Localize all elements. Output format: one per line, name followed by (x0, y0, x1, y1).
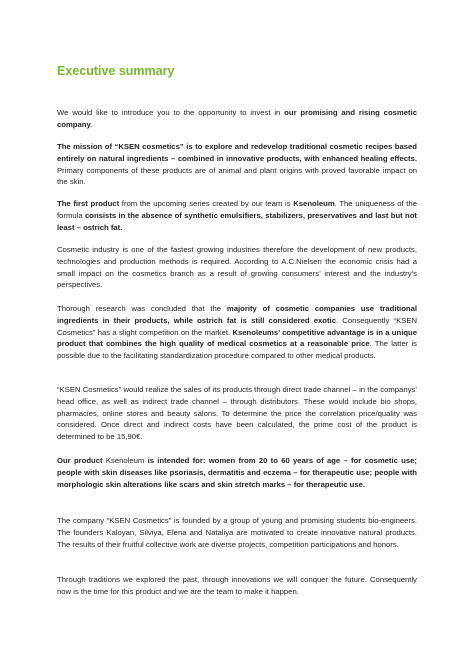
bold-text-run: consists in the absence of synthetic emulsifiers, stabilizers, preservatives and last but not least – ostrich fat. (57, 210, 417, 232)
bold-text-run: is intended for: women from 20 to 60 years of age – for cosmetic use; people with skin diseases like psoriasis, dermatitis and eczema – for therapeutic use; people with morphologic skin alterations like scars and skin stretch marks – for therapeutic use. (57, 456, 417, 489)
section-heading: Executive summary (57, 64, 175, 78)
text-run: . (90, 119, 93, 129)
text-run: . The latter is possible due to the facilitating standardization procedure compared to other medical products. (57, 339, 417, 361)
text-run: from the upcoming series created by our team is (119, 199, 294, 208)
bold-text-run: majority of cosmetic companies use traditional ingredients in their products, while ostrich fat is still considered exotic (57, 304, 417, 325)
text-run: Ksenoleum (102, 456, 148, 465)
bold-text-run: The first product (57, 199, 120, 208)
bold-text-run: The mission of “KSEN cosmetics” is to explore and redevelop traditional cosmetic recipes based entirely on natural ingredients – combined in innovative products, with enhanced healing effects. (57, 142, 417, 163)
bold-text-run: our promising and rising cosmetic company (57, 108, 418, 129)
text-run: Primary components of these products are of animal and plant origins with proved favorable impact on the skin. (57, 165, 417, 187)
bold-text-run: Ksenoleums’ competitive advantage is in a unique product that combines the high quality of medical cosmetics at a reasonable price (57, 327, 417, 349)
text-run: . The uniqueness of the formula (57, 199, 417, 220)
paragraph-mission (57, 141, 417, 188)
text-run: The company “KSEN Cosmetics” is founded by a group of young and promising students bio-engineers. The founders Kaloyan, Silviya, Elena and Nataliya are motivated to create innovative natural products. The results of their fruitful collective work are diverse projects, competition participations and honors. (57, 516, 417, 549)
paragraph-industry (57, 244, 417, 291)
paragraph-sales (57, 384, 417, 443)
paragraph-target-audience (57, 455, 417, 490)
paragraph-closing (57, 574, 417, 598)
paragraph-first-product (57, 198, 417, 233)
paragraph-research (57, 303, 417, 362)
text-run: We would like to introduce you to the opportunity to invest in (57, 108, 285, 117)
text-run: . Consequently “KSEN Cosmetics” has a slight competition on the market. (57, 315, 418, 337)
paragraph-introduction (57, 107, 417, 131)
text-run: Thorough research was concluded that the (57, 304, 227, 313)
text-run: Cosmetic industry is one of the fastest growing industries therefore the development of new products, technologies and production methods is required. According to A.C.Nielsen the economic crisis had a small impact on the cosmetics branch as a result of growing consumers’ interest and the industry’s perspectives. (57, 245, 417, 290)
text-run: Through traditions we explored the past, through innovations we will conquer the future. Consequently now is the time for this product and we are the team to make it happen. (57, 575, 417, 596)
paragraph-founders (57, 515, 417, 550)
text-run: “KSEN Cosmetics” would realize the sales of its products through direct trade channel – in the companys’ head office, as well as indirect trade channel – through distributors. These would include bio shops, pharmacies, online stores and beauty salons. To determine the price the correlation price/quality was considered. Once direct and indirect costs have been calculated, the prime cost of the product is determined to be 15,90€. (57, 385, 417, 442)
bold-text-run: Ksenoleum (293, 199, 335, 208)
bold-text-run: Our product (57, 456, 103, 465)
